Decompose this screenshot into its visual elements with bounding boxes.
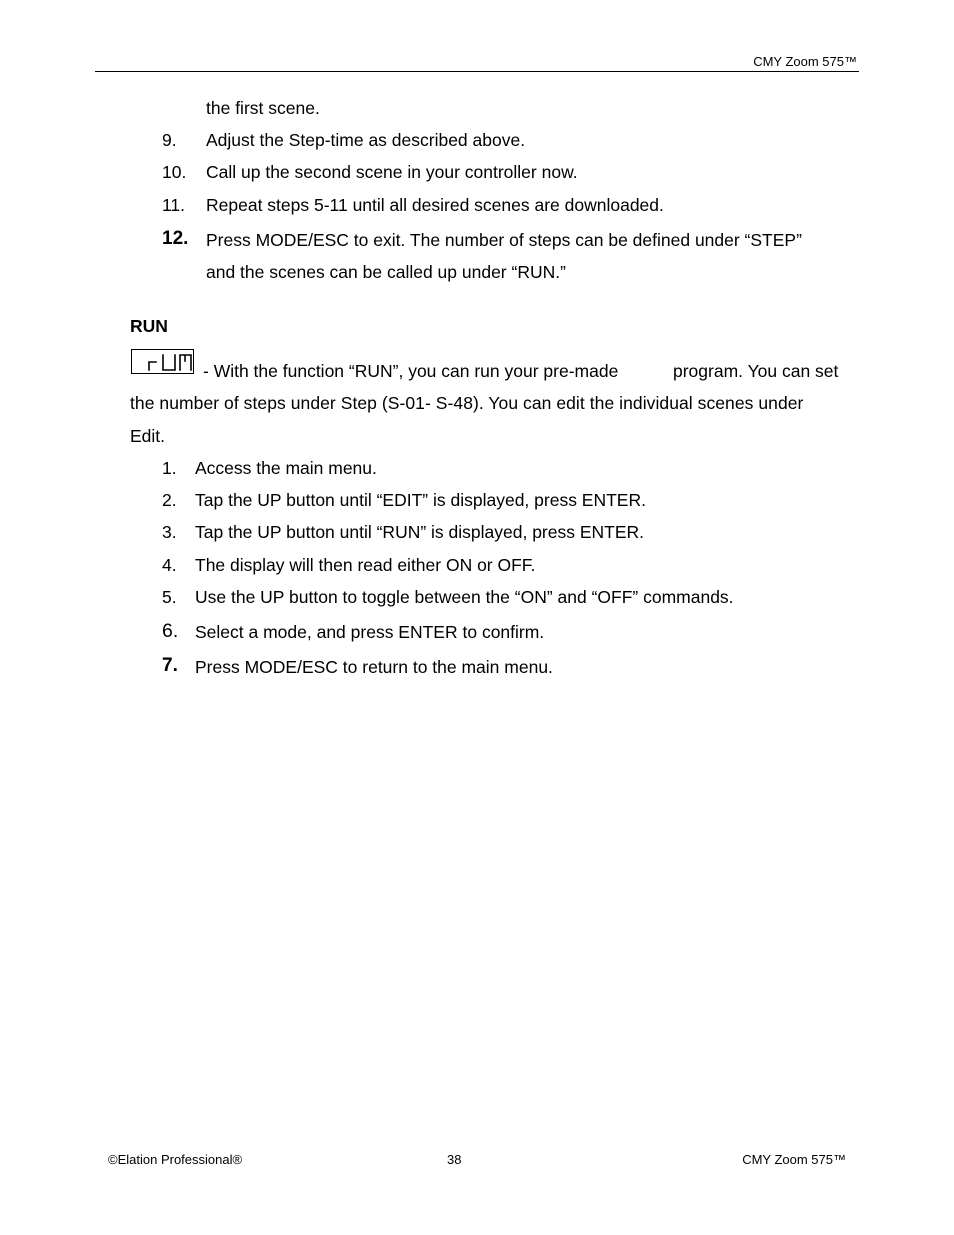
step-number: 2.	[162, 490, 177, 510]
header-title: CMY Zoom 575™	[753, 54, 857, 69]
step-text: Tap the UP button until “RUN” is displayed, press ENTER.	[195, 522, 645, 542]
header-divider	[95, 71, 859, 72]
step-number: 7.	[162, 655, 178, 676]
step-text: The display will then read either ON or OFF.	[195, 555, 536, 575]
step-number: 6.	[162, 620, 179, 642]
step-text-continued: and the scenes can be called up under “RUN.”	[206, 262, 566, 282]
footer-left: ©Elation Professional®	[108, 1152, 243, 1167]
step-number: 10.	[162, 162, 187, 182]
section-heading-run: RUN	[130, 316, 168, 336]
step-number: 3.	[162, 522, 177, 542]
step-number: 4.	[162, 555, 177, 575]
step-text: Call up the second scene in your controller now.	[206, 162, 578, 182]
step-text: Use the UP button to toggle between the “ON” and “OFF” commands.	[195, 587, 734, 607]
run-intro-line1a: - With the function “RUN”, you can run your pre-made	[203, 361, 619, 381]
run-intro-line3: Edit.	[130, 426, 166, 446]
step-text: Press MODE/ESC to return to the main menu.	[195, 657, 553, 677]
step-text: Tap the UP button until “EDIT” is displayed, press ENTER.	[195, 490, 646, 510]
continuation-text: the first scene.	[206, 98, 320, 118]
step-number: 9.	[162, 130, 177, 150]
run-intro-line2: the number of steps under Step (S-01- S-48). You can edit the individual scenes under	[130, 393, 804, 413]
step-number: 12.	[162, 228, 189, 249]
run-intro-line1b: program. You can set	[673, 361, 839, 381]
lcd-display-run	[131, 349, 194, 374]
footer-right: CMY Zoom 575™	[742, 1152, 846, 1167]
step-text: Select a mode, and press ENTER to confirm.	[195, 622, 545, 642]
page-number: 38	[447, 1152, 462, 1167]
step-text: Repeat steps 5-11 until all desired scenes are downloaded.	[206, 195, 664, 215]
step-text: Adjust the Step-time as described above.	[206, 130, 526, 150]
step-number: 5.	[162, 587, 177, 607]
step-text: Press MODE/ESC to exit. The number of steps can be defined under “STEP”	[206, 230, 802, 250]
step-text: Access the main menu.	[195, 458, 377, 478]
step-number: 11.	[162, 195, 186, 215]
step-number: 1.	[162, 458, 177, 478]
